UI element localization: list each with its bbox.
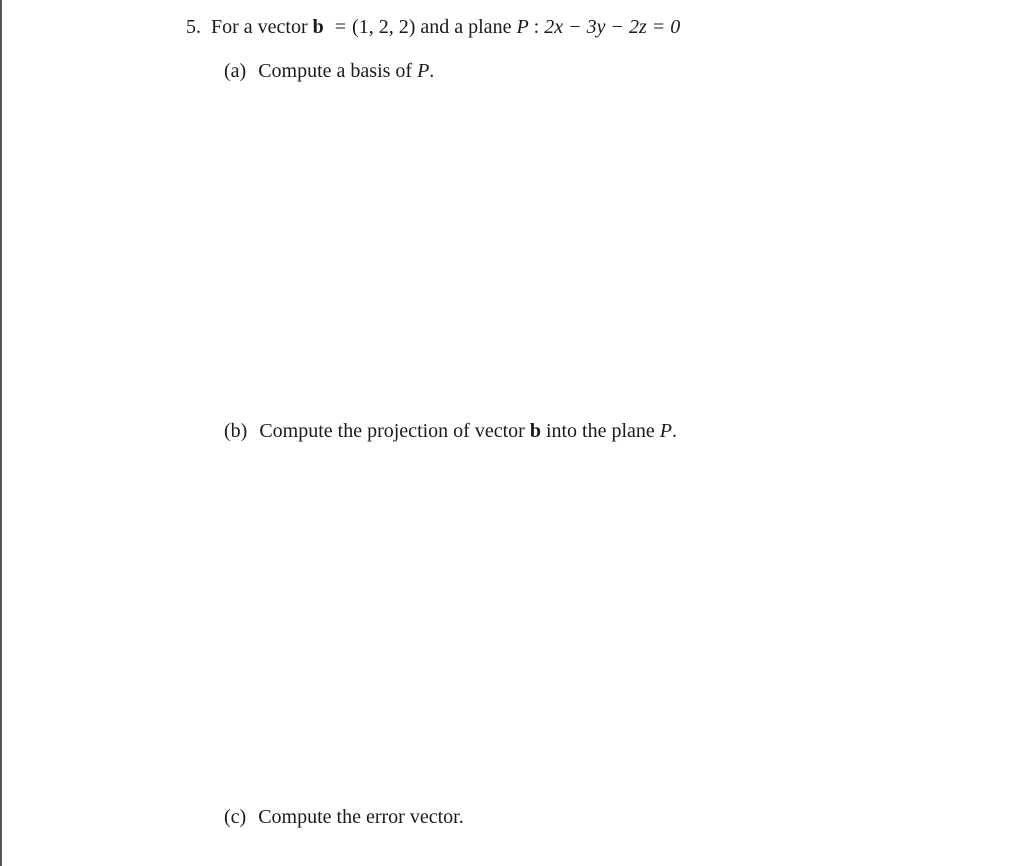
plane-equation: 2x − 3y − 2z = 0 [544,16,681,38]
part-a-label: (a) [224,60,247,82]
part-c-text: Compute the error vector. [258,806,464,828]
part-a-plane-symbol: P [417,60,430,82]
part-b-period: . [672,420,678,442]
part-a-text: Compute a basis of [258,60,413,82]
colon: : [533,16,540,38]
vector-b-symbol: b [312,16,324,38]
part-b-label: (b) [224,420,248,442]
part-b-middle-text: into the plane [545,420,655,442]
page-left-border [0,0,2,866]
part-b-vector-symbol: b [529,420,541,442]
part-b-plane-symbol: P [659,420,673,442]
part-c-label: (c) [224,806,247,828]
part-b [224,419,677,443]
problem-number: 5. [186,16,201,38]
part-a-period: . [429,60,435,82]
problem-conjunction-text: and a plane [420,16,512,38]
part-a [224,59,434,83]
vector-b-value: (1, 2, 2) [352,16,416,38]
part-b-text: Compute the projection of vector [259,420,525,442]
problem-statement [186,15,680,39]
part-c [224,805,464,829]
plane-symbol: P [516,16,529,38]
equals-sign: = [334,16,347,38]
problem-lead-text: For a vector [211,16,308,38]
